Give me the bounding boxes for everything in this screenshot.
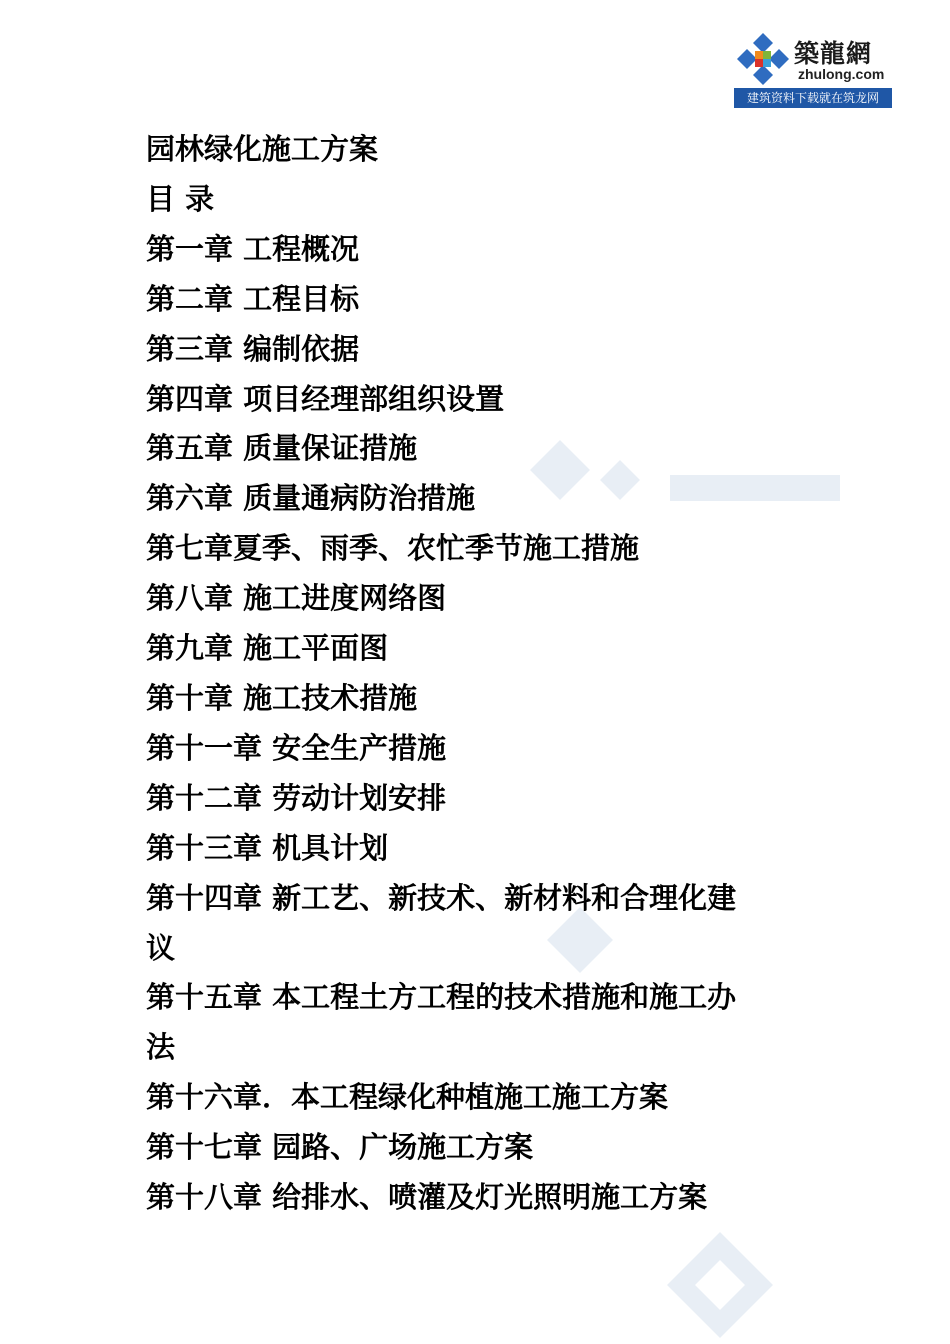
toc-entry: 第十一章 安全生产措施 xyxy=(146,730,447,765)
logo-slogan: 建筑资料下载就在筑龙网 xyxy=(734,88,892,108)
logo-url: zhulong.com xyxy=(798,66,885,82)
toc-entry: 第一章 工程概况 xyxy=(146,231,360,266)
toc-entry-continuation: 法 xyxy=(146,1030,176,1065)
logo-top xyxy=(734,30,892,88)
toc-entry: 第十八章 给排水、喷灌及灯光照明施工方案 xyxy=(146,1180,708,1215)
toc-entry: 第八章 施工进度网络图 xyxy=(146,581,447,616)
toc-entry: 第十五章 本工程土方工程的技术措施和施工办 xyxy=(146,980,737,1015)
logo-name: 築龍網 xyxy=(794,39,873,68)
zhulong-logo xyxy=(734,30,892,108)
toc-entry: 第十章 施工技术措施 xyxy=(146,680,418,715)
toc-entry: 第十二章 劳动计划安排 xyxy=(146,780,447,815)
toc-heading: 目 录 xyxy=(146,181,215,216)
toc-entry: 第六章 质量通病防治措施 xyxy=(146,481,476,516)
toc-entry: 第十六章．本工程绿化种植施工施工方案 xyxy=(146,1080,669,1115)
toc-entry: 第二章 工程目标 xyxy=(146,281,360,316)
toc-entry: 第十四章 新工艺、新技术、新材料和合理化建 xyxy=(146,880,737,915)
toc-entry: 第三章 编制依据 xyxy=(146,331,360,366)
toc-entry: 第五章 质量保证措施 xyxy=(146,431,418,466)
toc-entry: 第七章夏季、雨季、农忙季节施工措施 xyxy=(146,531,640,566)
toc-entry: 第十三章 机具计划 xyxy=(146,830,389,865)
toc-entry-continuation: 议 xyxy=(146,930,176,965)
document-title: 园林绿化施工方案 xyxy=(146,132,379,166)
logo-mark-icon xyxy=(736,32,790,86)
toc-entry: 第九章 施工平面图 xyxy=(146,631,389,666)
document-body xyxy=(146,125,826,1223)
toc-entry: 第十七章 园路、广场施工方案 xyxy=(146,1130,534,1165)
watermark-icon xyxy=(665,1230,775,1340)
toc-entry: 第四章 项目经理部组织设置 xyxy=(146,381,505,416)
